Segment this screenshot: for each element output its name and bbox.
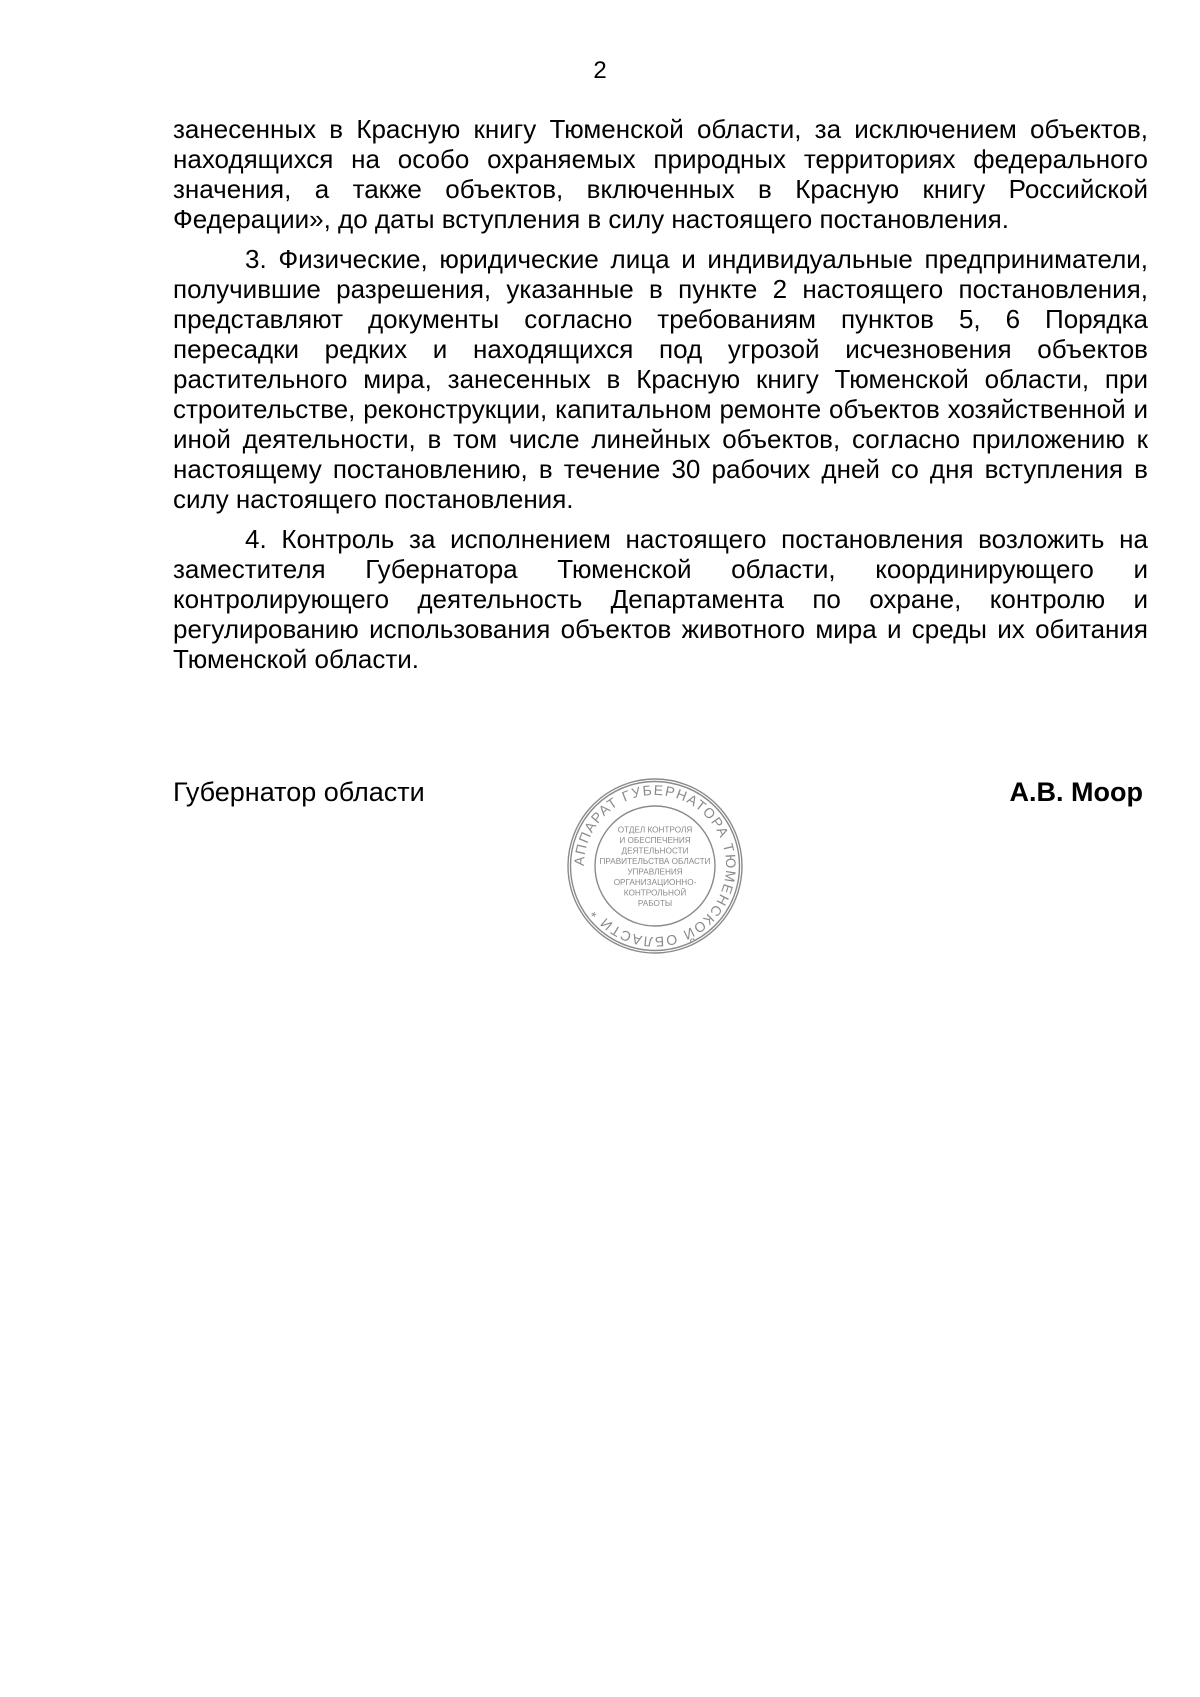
signer-name: А.В. Моор: [1009, 777, 1143, 807]
paragraph-continuation: занесенных в Красную книгу Тюменской области, за исключением объектов, находящихся на особо охраняемых природных территориях федерального значения, а также объектов, включенных в Красную книгу Российской Федерации», до даты вступления в силу настоящего постановления.: [173, 114, 1148, 234]
seal-center-line: РАБОТЫ: [637, 898, 673, 908]
seal-center-line: ОРГАНИЗАЦИОННО-: [613, 877, 697, 887]
page-number: 2: [593, 57, 607, 84]
seal-outer-ring: [568, 779, 742, 953]
seal-center-line: И ОБЕСПЕЧЕНИЯ: [619, 835, 691, 845]
seal-center-line: КОНТРОЛЬНОЙ: [623, 888, 687, 898]
paragraph-item-4: 4. Контроль за исполнением настоящего постановления возложить на заместителя Губернатора Тюменской области, координирующего и контролирующего деятельность Департамента по охране, контролю и регулированию использования объектов животного мира и среды их обитания Тюменской области.: [173, 524, 1148, 674]
seal-center-text: [599, 825, 710, 908]
document-body: [173, 114, 1148, 684]
official-seal-stamp: [566, 777, 744, 955]
paragraph-item-3: 3. Физические, юридические лица и индивидуальные предприниматели, получившие разрешения, указанные в пункте 2 настоящего постановления, представляют документы согласно требованиям пунктов 5, 6 Порядка пересадки редких и находящихся под угрозой исчезновения объектов растительного мира, занесенных в Красную книгу Тюменской области, при строительстве, реконструкции, капитальном ремонте объектов хозяйственной и иной деятельности, в том числе линейных объектов, согласно приложению к настоящему постановлению, в течение 30 рабочих дней со дня вступления в силу настоящего постановления.: [173, 244, 1148, 514]
seal-center-line: ПРАВИТЕЛЬСТВА ОБЛАСТИ: [599, 856, 711, 866]
seal-center-line: ОТДЕЛ КОНТРОЛЯ: [617, 825, 693, 835]
seal-ring-text: АППАРАТ ГУБЕРНАТОРА ТЮМЕНСКОЙ ОБЛАСТИ *: [570, 781, 740, 951]
seal-center-line: УПРАВЛЕНИЯ: [627, 867, 683, 877]
seal-center-line: ДЕЯТЕЛЬНОСТИ: [621, 846, 689, 856]
signer-position: Губернатор области: [173, 777, 425, 807]
seal-inner-ring: [595, 806, 715, 926]
